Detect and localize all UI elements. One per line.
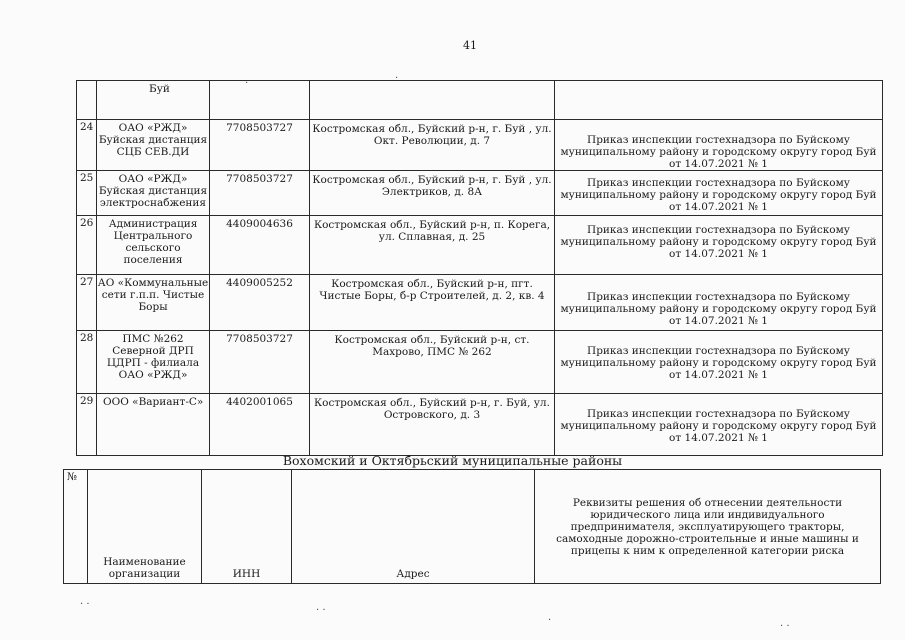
org-name: ОАО «РЖД» Буйская дистанция СЦБ СЕВ.ДИ [97,120,210,171]
decision-details: Приказ инспекции гостехнадзора по Буйскому муниципальному району и городскому округу город Буй от 14.07.2021 № 1 [555,171,883,216]
table-row [77,216,883,275]
decision-details [555,81,883,120]
address [310,81,555,120]
decision-details: Приказ инспекции гостехнадзора по Буйскому муниципальному району и городскому округу город Буй от 14.07.2021 № 1 [555,331,883,394]
address: Костромская обл., Буйский р-н, г. Буй, ул. Островского, д. 3 [310,394,555,456]
address: Костромская обл., Буйский р-н, пгт. Чистые Боры, б-р Строителей, д. 2, кв. 4 [310,275,555,331]
table-row [77,81,883,120]
section-title: Вохомский и Октябрьский муниципальные районы [282,453,623,468]
org-name: ОАО «РЖД» Буйская дистанция электроснабжения [97,171,210,216]
header-table [63,469,881,584]
page-number: 41 [463,39,477,52]
header-inn: ИНН [202,470,292,584]
decision-details: Приказ инспекции гостехнадзора по Буйскому муниципальному району и городскому округу город Буй от 14.07.2021 № 1 [555,275,883,331]
org-name: ООО «Вариант-С» [97,394,210,456]
org-name: АО «Коммунальные сети г.п.п. Чистые Боры [97,275,210,331]
address: Костромская обл., Буйский р-н, п. Корега, ул. Сплавная, д. 25 [310,216,555,275]
header-number: № [64,470,88,584]
org-name: ПМС №262 Северной ДРП ЦДРП - филиала ОАО «РЖД» [97,331,210,394]
scan-speck: . . [780,618,790,629]
row-number: 28 [77,331,97,394]
address: Костромская обл., Буйский р-н, ст. Махрово, ПМС № 262 [310,331,555,394]
org-name: Буй [97,81,210,120]
table-row [77,171,883,216]
row-number: 25 [77,171,97,216]
row-number: 26 [77,216,97,275]
header-address: Адрес [292,470,535,584]
row-number [77,81,97,120]
scan-speck: . [245,75,249,86]
inn-value: 7708503727 [210,120,310,171]
address: Костромская обл., Буйский р-н, г. Буй , ул. Окт. Революции, д. 7 [310,120,555,171]
row-number: 24 [77,120,97,171]
inn-value: 4409005252 [210,275,310,331]
decision-details: Приказ инспекции гостехнадзора по Буйскому муниципальному району и городскому округу город Буй от 14.07.2021 № 1 [555,216,883,275]
inn-value [210,81,310,120]
row-number: 29 [77,394,97,456]
row-number: 27 [77,275,97,331]
header-decision-details: Реквизиты решения об отнесении деятельности юридического лица или индивидуального предпринимателя, эксплуатирующего тракторы, самоходные дорожно-строительные и иные машины и прицепы к ним к определенной категории риска [535,470,881,584]
address: Костромская обл., Буйский р-н, г. Буй , ул. Электриков, д. 8А [310,171,555,216]
table-row [77,120,883,171]
org-name: Администрация Центрального сельского поселения [97,216,210,275]
scan-speck: . [395,70,399,81]
scan-speck: . . [316,602,326,613]
decision-details: Приказ инспекции гостехнадзора по Буйскому муниципальному району и городскому округу город Буй от 14.07.2021 № 1 [555,120,883,171]
inn-value: 4409004636 [210,216,310,275]
inn-value: 7708503727 [210,171,310,216]
inn-value: 4402001065 [210,394,310,456]
scan-speck: . . [80,596,90,607]
organizations-table [76,80,883,456]
table-row [77,331,883,394]
table-row [77,275,883,331]
table-header-row [64,470,881,584]
table-row [77,394,883,456]
header-org-name: Наименование организации [88,470,202,584]
scan-speck: . [548,612,552,623]
inn-value: 7708503727 [210,331,310,394]
decision-details: Приказ инспекции гостехнадзора по Буйскому муниципальному району и городскому округу город Буй от 14.07.2021 № 1 [555,394,883,456]
